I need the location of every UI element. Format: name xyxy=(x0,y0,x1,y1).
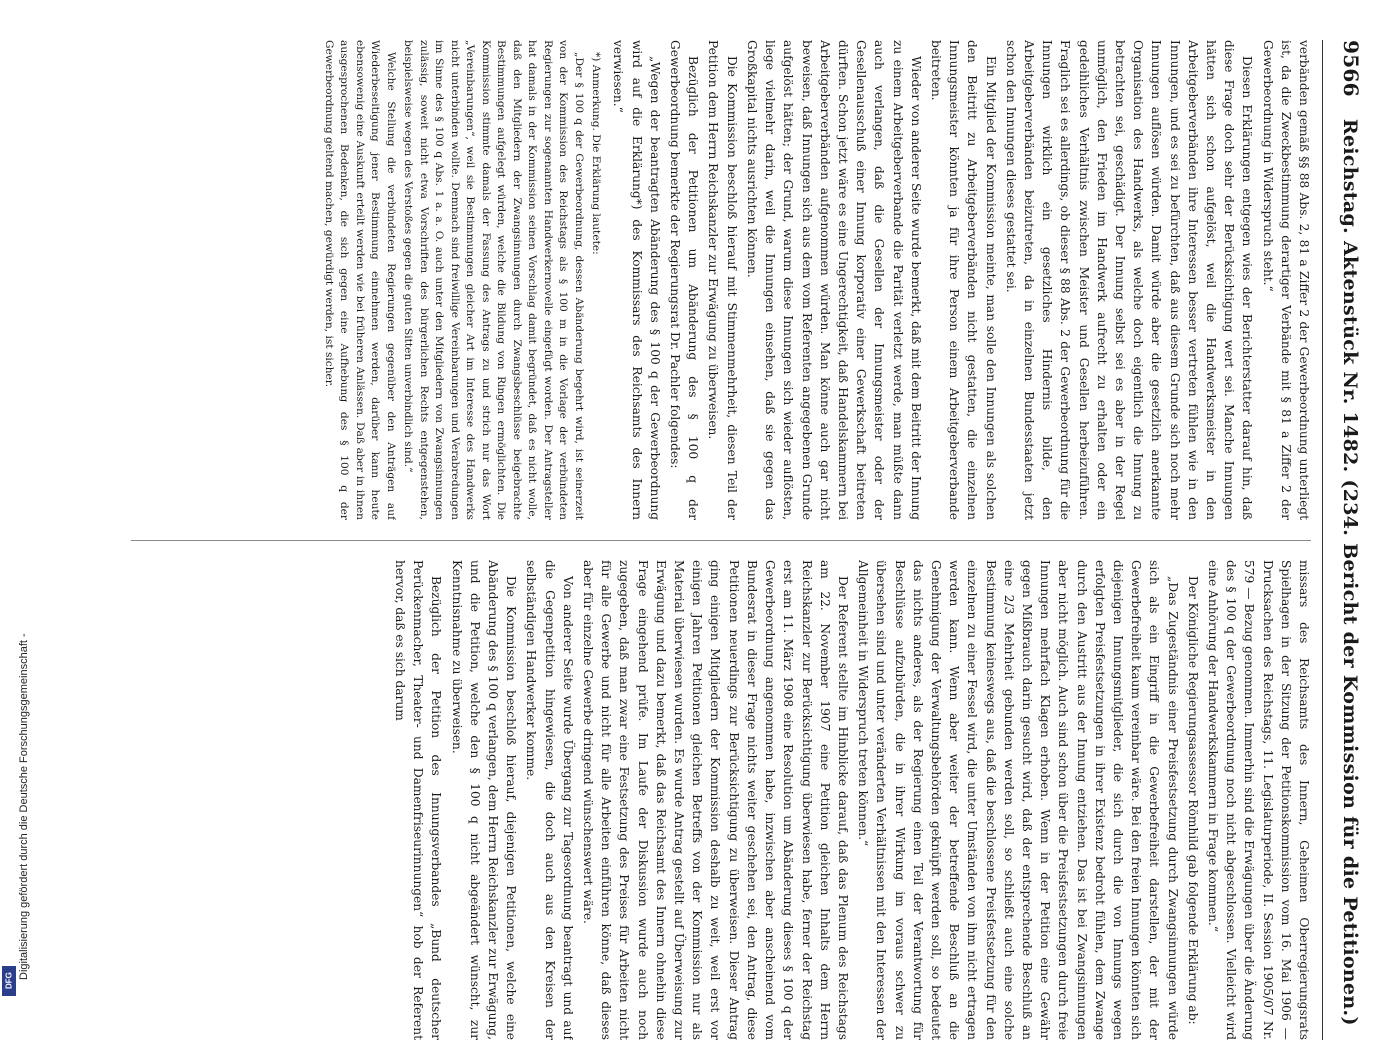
paragraph: Wieder von anderer Seite wurde bemerkt, daß mit dem Beitritt der Innung zu einem Arbeitgeberverbande die Parität verletzt werde, man müßte dann auch verlangen, daß die Gesellen der Innungsmeister oder der Gesellenausschuß einer Innung korporativ einer Gewerkschaft beitreten dürften. Schon jetzt wäre es eine Ungerechtigkeit, daß Handelskammern bei Arbeitgeberverbänden aufgenommen würden. Man könne auch gar nicht beweisen, daß Innungen sich aus dem vom Referenten angegebenen Grunde aufgelöst hätten; der Grund, warum diese Innungen sich wieder auflösten, liege vielmehr darin, weil die Innungen einsehen, daß sie gegen das Großkapital nichts ausrichten können. xyxy=(744,40,923,520)
column-divider xyxy=(131,540,1311,541)
page-number: 9566 xyxy=(1339,40,1363,97)
paragraph: Der Referent stellte im Hinblicke darauf, daß das Plenum des Reichstags am 22. November 1907 eine Petition gleichen Inhalts dem Herrn Reichskanzler zur Berücksichtigung überwiesen habe, ferner der Reichstag erst am 11. März 1908 eine Resolution um Abänderung dieses § 100 q der Gewerbeordnung angenommen habe, inzwischen aber anscheinend vom Bundesrat in dieser Frage nichts weiter geschehen sei, den Antrag, diese Petitionen neuerdings zur Berücksichtigung zu überweisen. Dieser Antrag ging einigen Mitgliedern der Kommission deshalb zu weit, weil erst vor einigen Jahren Petitionen gleichen Betreffs von der Kommission nur als Material überwiesen wurden. Es wurde Antrag gestellt auf Überweisung zur Erwägung und dazu bemerkt, daß das Reichsamt des Innern ohnehin diese Frage eingehend prüfe. Im Laufe der Diskussion wurde auch noch zugegeben, daß man zwar eine Festsetzung des Preises für Arbeiten nicht für alle Gewerbe und nicht für alle Arbeiten einführen könne, daß dieses aber für einzelne Gewerbe dringend wünschenswert wäre. xyxy=(581,560,850,1040)
paragraph: missars des Reichsamts des Innern, Geheimen Oberregierungsrats Spielhagen in der Sitzung der Petitionskommission vom 16. Mai 1906 — Drucksachen des Reichstags, 11. Legislaturperiode, II. Session 1905/07 Nr. 579 — Bezug genommen. Immerhin sind die Erwägungen über die Änderung des § 100 q der Gewerbeordnung noch nicht abgeschlossen. Vielleicht wird eine Anhörung der Handwerkskammern in Frage kommen.“ xyxy=(1205,560,1311,1040)
footnote-paragraph: „Der § 100 q der Gewerbeordnung, dessen Abänderung begehrt wird, ist seinerzeit von der Kommission des Reichstags als § 100 m in die Vorlage der verbündeten Regierungen zur sogenannten Handwerkernovelle eingefügt worden. Der Antragsteller hat damals in der Kommission seinen Vorschlag damit begründet, daß es nicht wolle, daß den Mitgliedern der Zwangsinnungen durch Zwangsbeschlüsse beigebrachte Bestimmungen aufgelegt würden, welche die Bildung von Ringen ermöglichten. Die Kommission stimmte damals der Fassung des Antrags zu und strich nur das Wort „Vereinbarungen“, weil sie Bestimmungen gleicher Art im Interesse des Handwerks nicht unterbinden wollte. Demnach sind freiwillige Vereinbarungen und Verabredungen im Sinne des § 100 q Abs. 1 a. a. O. auch unter den Mitgliedern von Zwangsinnungen zulässig, soweit nicht etwa Vorschriften des bürgerlichen Rechts entgegenstehen, beispielsweise wegen des Verstoßes gegen die guten Sitten unverbindlich sind.“ xyxy=(402,40,585,520)
dfg-logo-icon: DFG xyxy=(2,966,16,996)
paragraph: Bezüglich der Petition des Innungsverbandes „Bund deutscher Perückenmacher, Theater- und Damenfriseurinnungen“ hob der Referent hervor, daß es sich darum xyxy=(393,560,444,1040)
left-column xyxy=(123,40,1313,520)
paragraph: Der Königliche Regierungsassessor Römhild gab folgende Erklärung ab: xyxy=(1185,576,1200,1025)
paragraph: Die Kommission beschloß hierauf, diejenigen Petitionen, welche eine Abänderung des § 100 q verlangen, dem Herrn Reichskanzler zur Erwägung, und die Petition, welche den § 100 q nicht abgeändert wünscht, zur Kenntnisnahme zu überweisen. xyxy=(449,560,519,1040)
footnote-heading: *) Anmerkung. Die Erklärung lautete: xyxy=(590,52,603,255)
digitization-credit xyxy=(18,0,32,1000)
paragraph: Die Kommission beschloß hierauf mit Stimmenmehrheit, diesen Teil der Petition dem Herrn Reichskanzler zur Erwägung zu überweisen. xyxy=(706,40,739,520)
credit-text: Digitalisierung gefördert durch die Deutsche Forschungsgemeinschaft - xyxy=(18,633,30,980)
running-title: Reichstag. Aktenstück Nr. 1482. (234. Bericht der Kommission für die Petitionen.) xyxy=(1339,118,1361,1026)
paragraph: Ein Mitglied der Kommission meinte, man solle den Innungen als solchen den Beitritt zu Arbeitgeberverbänden nicht gestatten, die einzelnen Innungsmeister könnten ja für ihre Person einem Arbeitgeberverbande beitreten. xyxy=(928,40,998,520)
document-page xyxy=(63,40,1363,1040)
footnote-paragraph: Welche Stellung die verbündeten Regierungen gegenüber den Anträgen auf Wiederbeseitigung jener Bestimmung einnehmen werden, darüber kann heute ebensowenig eine Auskunft erteilt werden wie bei früheren Anlässen. Daß aber in ihnen ausgesprochenen Bedenken, die sich gegen eine Aufhebung des § 100 q der Gewerbeordnung geltend machen, gewürdigt werden, ist sicher. xyxy=(322,40,397,520)
paragraph: Diesen Erklärungen entgegen wies der Berichterstatter darauf hin, daß diese Frage doch sehr der Berücksichtigung wert sei. Manche Innungen hätten sich schon aufgelöst, weil die Handwerksmeister in den Arbeitgeberverbänden ihre Interessen besser vertreten fühlen wie in den Innungen, und es sei zu befürchten, daß aus diesem Grunde sich noch mehr Innungen auflösen würden. Damit würde aber die gesetzlich anerkannte Organisation des Handwerks, als welche doch eigentlich die Innung zu betrachten sei, geschädigt. Der Innung selbst sei es aber in der Regel unmöglich, den Frieden im Handwerk aufrecht zu erhalten oder ein gedeihliches Verhältnis zwischen Meister und Gesellen herbeizuführen. Fraglich sei es allerdings, ob dieser § 88 Abs. 2 der Gewerbeordnung für die Innungen wirklich ein gesetzliches Hindernis bilde, den Arbeitgeberverbänden beizutreten, da in einzelnen Bundesstaaten jetzt schon den Innungen dieses gestattet sei. xyxy=(1003,40,1255,520)
paragraph: Bezüglich der Petitionen um Abänderung des § 100 q der Gewerbeordnung bemerkte der Regierungsrat Dr. Pachler folgendes: xyxy=(668,40,701,520)
right-column xyxy=(123,560,1313,1040)
paragraph: Von anderer Seite wurde Übergang zur Tagesordnung beantragt und auf die Gegenpetition hingewiesen, die doch auch aus den Kreisen der selbständigen Handwerker komme. xyxy=(524,560,575,1040)
page-header xyxy=(1322,40,1363,1040)
footnote xyxy=(320,40,603,520)
paragraph: verbänden gemäß §§ 88 Abs. 2, 81 a Ziffer 2 der Gewerbeordnung unterliegt ist, da die Zweckbestimmung derartiger Verbände mit § 81 a Ziffer 2 der Gewerbeordnung in Widerspruch steht.“ xyxy=(1260,40,1311,520)
paragraph: „Wegen der beantragten Abänderung des § 100 q der Gewerbeordnung wird auf die Erklärung*) des Kommissars des Reichsamts des Innern verwiesen.“ xyxy=(611,40,662,520)
paragraph: „Das Zugeständnis einer Preisfestsetzung durch Zwangsinnungen würde sich als ein Eingriff in die Gewerbefreiheit darstellen, der mit der Gewerbefreiheit kaum vereinbar wäre. Bei den freien Innungen könnten sich diejenigen Innungsmitglieder, die sich durch die von Innungs wegen erfolgten Preisfestsetzungen in ihrer Existenz bedroht fühlen, dem Zwange durch den Austritt aus der Innung entziehen. Das ist bei Zwangsinnungen aber nicht möglich. Auch sind schon über die Preisfestsetzungen durch freie Innungen mehrfach Klagen erhoben. Wenn in der Petition eine Gewähr gegen Mißbrauch darin gesucht wird, daß der entsprechende Beschluß an eine 2/3 Mehrheit gebunden werden soll, so schließt auch eine solche Bestimmung keineswegs aus, daß die beschlossene Preisfestsetzung für den einzelnen zu einer Fessel wird, die unter Umständen von ihm nicht ertragen werden kann. Wenn aber weiter der betreffende Beschluß an die Genehmigung der Verwaltungsbehörden geknüpft werden soll, so bedeutet das nichts anderes, als der Regierung einen Teil der Verantwortung für Beschlüsse aufzubürden, die in ihrer Wirkung im voraus schwer zu übersehen sind und unter veränderten Verhältnissen mit den Interessen der Allgemeinheit in Widerspruch treten können.“ xyxy=(856,560,1180,1040)
